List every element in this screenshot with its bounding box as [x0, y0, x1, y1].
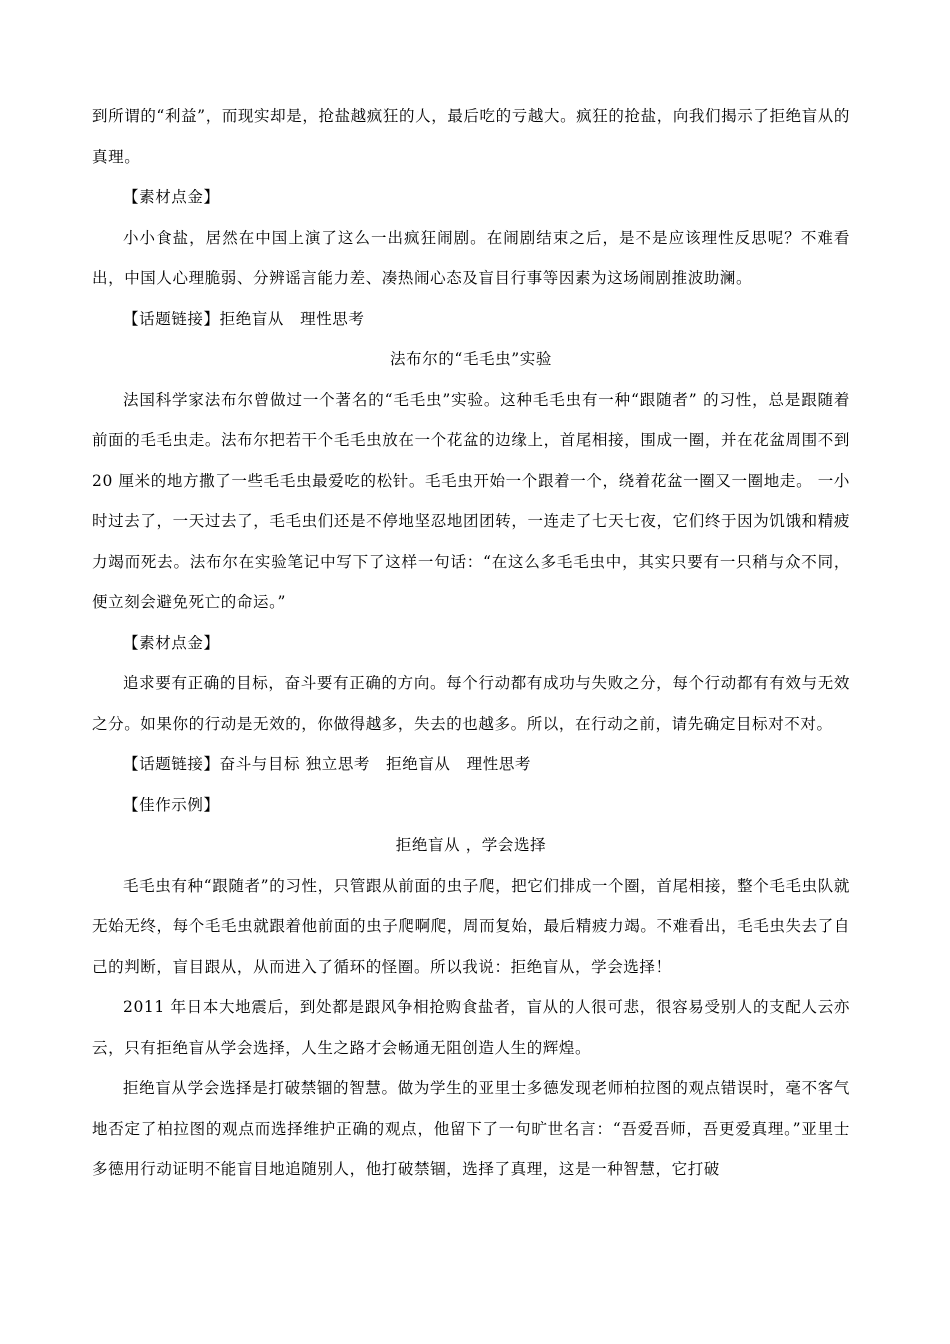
- section-label: 【话题链接】拒绝盲从 理性思考: [123, 309, 365, 328]
- body-paragraph: 小小食盐，居然在中国上演了这么一出疯狂闹剧。在闹剧结束之后，是不是应该理性反思呢？不难看出，中国人心理脆弱、分辨谣言能力差、凑热闹心态及盲目行事等因素为这场闹剧推波助澜。: [92, 228, 850, 287]
- body-paragraph: 追求要有正确的目标，奋斗要有正确的方向。每个行动都有成功与失败之分，每个行动都有有效与无效之分。如果你的行动是无效的，你做得越多，失去的也越多。所以，在行动之前，请先确定目标对不对。: [92, 674, 850, 733]
- body-paragraph: 毛毛虫有种“跟随者”的习性，只管跟从前面的虫子爬，把它们排成一个圈，首尾相接，整个毛毛虫队就无始无终，每个毛毛虫就跟着他前面的虫子爬啊爬，周而复始，最后精疲力竭。不难看出，毛毛虫失去了自己的判断，盲目跟从，从而进入了循环的怪圈。所以我说：拒绝盲从，学会选择！: [92, 876, 850, 976]
- section-label: 【素材点金】: [123, 188, 220, 206]
- section-label: 【素材点金】: [123, 633, 220, 652]
- section-title: 拒绝盲从 ，学会选择: [395, 836, 547, 854]
- document-body: [92, 96, 850, 1190]
- section-label: 【佳作示例】: [123, 795, 220, 814]
- body-paragraph: 到所谓的“利益”，而现实却是，抢盐越疯狂的人，最后吃的亏越大。疯狂的抢盐，向我们揭示了拒绝盲从的真理。: [92, 107, 850, 166]
- body-paragraph: 拒绝盲从学会选择是打破禁锢的智慧。做为学生的亚里士多德发现老师柏拉图的观点错误时，毫不客气地否定了柏拉图的观点而选择维护正确的观点，他留下了一句旷世名言：“吾爱吾师，吾更爱真理。”亚里士多德用行动证明不能盲目地追随别人，他打破禁锢，选择了真理，这是一种智慧，它打破: [92, 1079, 850, 1178]
- section-title: 法布尔的“毛毛虫”实验: [390, 350, 552, 368]
- section-label: 【话题链接】奋斗与目标 独立思考 拒绝盲从 理性思考: [123, 755, 532, 773]
- body-paragraph: 2011 年日本大地震后，到处都是跟风争相抢购食盐者，盲从的人很可悲，很容易受别人的支配人云亦云，只有拒绝盲从学会选择，人生之路才会畅通无阻创造人生的辉煌。: [92, 998, 850, 1057]
- body-paragraph: 法国科学家法布尔曾做过一个著名的“毛毛虫”实验。这种毛毛虫有一种“跟随者” 的习性，总是跟随着前面的毛毛虫走。法布尔把若干个毛毛虫放在一个花盆的边缘上，首尾相接，围成一圈，并在花盆周围不到 20 厘米的地方撒了一些毛毛虫最爱吃的松针。毛毛虫开始一个跟着一个，绕着花盆一圈又一圈地走。 一小时过去了，一天过去了，毛毛虫们还是不停地坚忍地团团转，一连走了七天七夜，它们终于因为饥饿和精疲力竭而死去。法布尔在实验笔记中写下了这样一句话：“在这么多毛毛虫中，其实只要有一只稍与众不同，便立刻会避免死亡的命运。”: [92, 390, 850, 611]
